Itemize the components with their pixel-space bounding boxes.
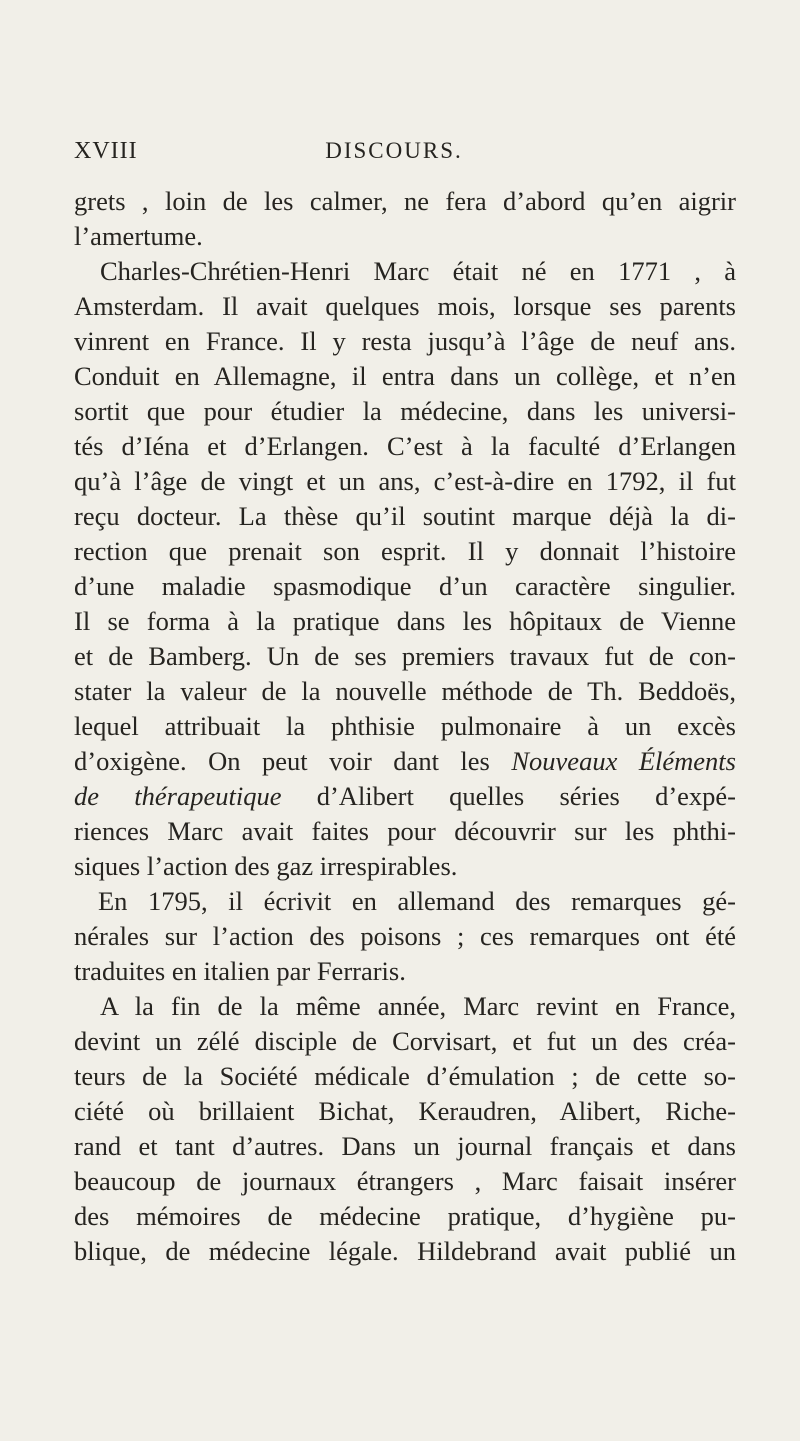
book-title-italic: de thérapeutique — [74, 781, 282, 811]
text-line: beaucoup de journaux étrangers , Marc faisait insérer — [74, 1166, 736, 1196]
text-line: En 1795, il écrivit en allemand des remarques gé- — [98, 886, 736, 916]
text-line: grets , loin de les calmer, ne fera d’abord qu’en aigrir — [74, 186, 736, 216]
text-line: Il se forma à la pratique dans les hôpitaux de Vienne — [74, 606, 736, 636]
text-line: et de Bamberg. Un de ses premiers travaux fut de con- — [74, 641, 736, 671]
text-line: Conduit en Allemagne, il entra dans un collège, et n’en — [74, 361, 736, 391]
text-line: des mémoires de médecine pratique, d’hygiène pu- — [74, 1201, 736, 1231]
text-line: stater la valeur de la nouvelle méthode de Th. Beddoës, — [74, 676, 736, 706]
text-line: riences Marc avait faites pour découvrir sur les phthi- — [74, 816, 736, 846]
text-line: devint un zélé disciple de Corvisart, et fut un des créa- — [74, 1026, 736, 1056]
text-line: teurs de la Société médicale d’émulation ; de cette so- — [74, 1061, 736, 1091]
page-number: XVIII — [74, 138, 138, 164]
text-line: sortit que pour étudier la médecine, dans les universi- — [74, 396, 736, 426]
line-text: d’oxigène. On peut voir dant les — [74, 746, 512, 776]
text-line: nérales sur l’action des poisons ; ces remarques ont été — [74, 921, 736, 951]
body-text — [74, 184, 736, 1269]
text-line: vinrent en France. Il y resta jusqu’à l’âge de neuf ans. — [74, 326, 736, 356]
text-line: rand et tant d’autres. Dans un journal français et dans — [74, 1131, 736, 1161]
line-text: d’Alibert quelles séries d’expé- — [281, 781, 736, 811]
text-line: traduites en italien par Ferraris. — [74, 956, 406, 986]
text-line — [74, 779, 736, 814]
page-header — [74, 138, 714, 172]
text-line: Charles-Chrétien-Henri Marc était né en 1771 , à — [100, 256, 736, 286]
text-line — [74, 744, 736, 779]
running-head: DISCOURS. — [325, 138, 463, 163]
book-title-italic: Nouveaux Éléments — [511, 746, 736, 776]
text-line: Amsterdam. Il avait quelques mois, lorsque ses parents — [74, 291, 736, 321]
text-line: siques l’action des gaz irrespirables. — [74, 851, 458, 881]
text-line: A la fin de la même année, Marc revint en France, — [100, 991, 736, 1021]
text-line: qu’à l’âge de vingt et un ans, c’est-à-dire en 1792, il fut — [74, 466, 736, 496]
text-line: l’amertume. — [74, 221, 203, 251]
text-line: ciété où brillaient Bichat, Keraudren, Alibert, Riche- — [74, 1096, 736, 1126]
text-line: d’une maladie spasmodique d’un caractère singulier. — [74, 571, 736, 601]
text-line: reçu docteur. La thèse qu’il soutint marque déjà la di- — [74, 501, 736, 531]
text-line: rection que prenait son esprit. Il y donnait l’histoire — [74, 536, 736, 566]
text-line: lequel attribuait la phthisie pulmonaire à un excès — [74, 711, 736, 741]
text-line: tés d’Iéna et d’Erlangen. C’est à la faculté d’Erlangen — [74, 431, 736, 461]
text-line: blique, de médecine légale. Hildebrand avait publié un — [74, 1236, 736, 1266]
